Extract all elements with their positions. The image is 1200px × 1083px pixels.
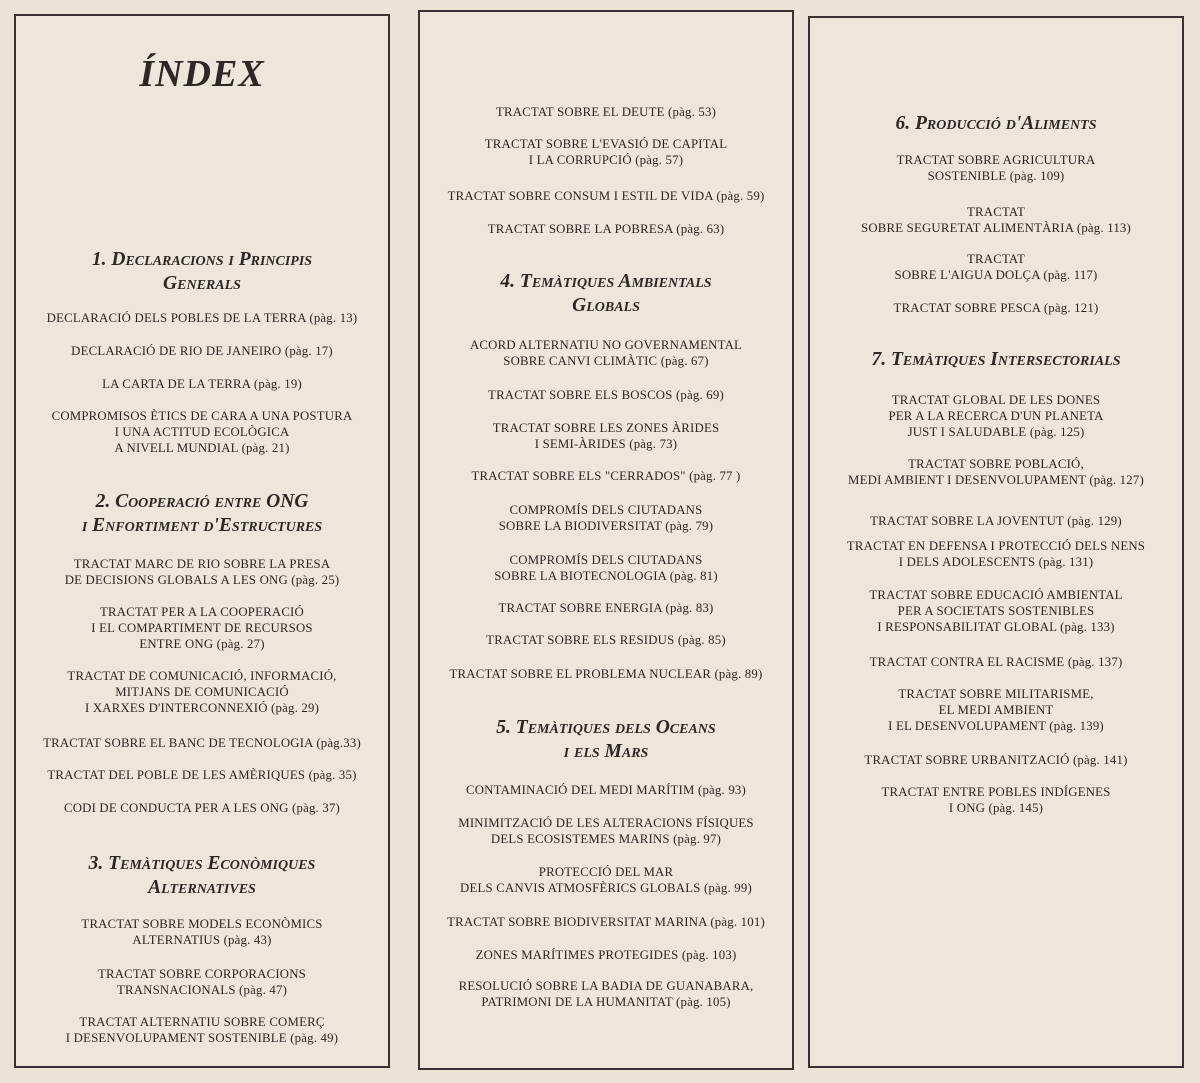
- toc-entry: RESOLUCIÓ SOBRE LA BADIA DE GUANABARA, PATRIMONI DE LA HUMANITAT (pàg. 105): [458, 979, 754, 1009]
- section-heading: 4. Temàtiques Ambientals Globals: [500, 271, 712, 316]
- toc-entry: TRACTAT SOBRE BIODIVERSITAT MARINA (pàg. 101): [447, 915, 765, 929]
- toc-entry: LA CARTA DE LA TERRA (pàg. 19): [102, 377, 302, 391]
- toc-entry: MINIMITZACIÓ DE LES ALTERACIONS FÍSIQUES DELS ECOSISTEMES MARINS (pàg. 97): [458, 816, 754, 846]
- toc-entry: TRACTAT SOBRE CONSUM I ESTIL DE VIDA (pàg. 59): [447, 189, 765, 203]
- section-heading: 6. Producció d'Aliments: [895, 113, 1097, 134]
- toc-entry: TRACTAT EN DEFENSA I PROTECCIÓ DELS NENS I DELS ADOLESCENTS (pàg. 131): [846, 539, 1146, 569]
- toc-entry: TRACTAT SOBRE ELS "CERRADOS" (pàg. 77 ): [471, 469, 741, 483]
- toc-entry: TRACTAT SOBRE ELS BOSCOS (pàg. 69): [488, 388, 724, 402]
- index-column-1: [14, 14, 390, 1068]
- toc-entry: CONTAMINACIÓ DEL MEDI MARÍTIM (pàg. 93): [466, 783, 746, 797]
- toc-entry: TRACTAT SOBRE LES ZONES ÀRIDES I SEMI-ÀRIDES (pàg. 73): [492, 421, 720, 451]
- toc-entry: COMPROMÍS DELS CIUTADANS SOBRE LA BIODIVERSITAT (pàg. 79): [498, 503, 714, 533]
- toc-entry: TRACTAT SOBRE AGRICULTURA SOSTENIBLE (pàg. 109): [896, 153, 1096, 183]
- toc-entry: TRACTAT SOBRE URBANITZACIÓ (pàg. 141): [864, 753, 1128, 767]
- section-heading: 2. Cooperació entre ONG i Enfortiment d'Estructures: [81, 491, 323, 536]
- toc-entry: TRACTAT SOBRE MILITARISME, EL MEDI AMBIENT I EL DESENVOLUPAMENT (pàg. 139): [888, 687, 1104, 733]
- toc-entry: TRACTAT DE COMUNICACIÓ, INFORMACIÓ, MITJANS DE COMUNICACIÓ I XARXES D'INTERCONNEXIÓ (pàg. 29): [67, 669, 337, 715]
- toc-entry: TRACTAT SOBRE EL BANC DE TECNOLOGIA (pàg.33): [43, 736, 361, 750]
- toc-entry: CODI DE CONDUCTA PER A LES ONG (pàg. 37): [63, 801, 341, 815]
- toc-entry: TRACTAT DEL POBLE DE LES AMÈRIQUES (pàg. 35): [47, 768, 357, 782]
- toc-entry: TRACTAT SOBRE EL PROBLEMA NUCLEAR (pàg. 89): [449, 667, 763, 681]
- toc-entry: TRACTAT SOBRE EDUCACIÓ AMBIENTAL PER A SOCIETATS SOSTENIBLES I RESPONSABILITAT GLOBAL (pàg. 133): [869, 588, 1123, 634]
- toc-entry: TRACTAT SOBRE CORPORACIONS TRANSNACIONALS (pàg. 47): [97, 967, 307, 997]
- toc-entry: TRACTAT SOBRE SEGURETAT ALIMENTÀRIA (pàg. 113): [861, 205, 1131, 235]
- toc-entry: TRACTAT SOBRE LA POBRESA (pàg. 63): [487, 222, 725, 236]
- section-heading: 1. Declaracions i Principis Generals: [91, 249, 313, 294]
- toc-entry: TRACTAT SOBRE L'AIGUA DOLÇA (pàg. 117): [894, 252, 1098, 282]
- page-title: ÍNDEX: [139, 53, 265, 95]
- toc-entry: ACORD ALTERNATIU NO GOVERNAMENTAL SOBRE CANVI CLIMÀTIC (pàg. 67): [469, 338, 743, 368]
- toc-entry: TRACTAT SOBRE PESCA (pàg. 121): [893, 301, 1099, 315]
- toc-entry: TRACTAT PER A LA COOPERACIÓ I EL COMPARTIMENT DE RECURSOS ENTRE ONG (pàg. 27): [91, 605, 313, 651]
- section-heading: 5. Temàtiques dels Oceans i els Mars: [496, 717, 716, 762]
- index-column-2: [418, 10, 794, 1070]
- toc-entry: TRACTAT MARC DE RIO SOBRE LA PRESA DE DECISIONS GLOBALS A LES ONG (pàg. 25): [64, 557, 340, 587]
- toc-entry: COMPROMISOS ÈTICS DE CARA A UNA POSTURA I UNA ACTITUD ECOLÒGICA A NIVELL MUNDIAL (pàg. 21): [51, 409, 353, 455]
- section-heading: 7. Temàtiques Intersectorials: [871, 349, 1121, 370]
- toc-entry: COMPROMÍS DELS CIUTADANS SOBRE LA BIOTECNOLOGIA (pàg. 81): [494, 553, 718, 583]
- toc-entry: TRACTAT ALTERNATIU SOBRE COMERÇ I DESENVOLUPAMENT SOSTENIBLE (pàg. 49): [65, 1015, 339, 1045]
- toc-entry: TRACTAT CONTRA EL RACISME (pàg. 137): [869, 655, 1123, 669]
- toc-entry: TRACTAT SOBRE ELS RESIDUS (pàg. 85): [486, 633, 726, 647]
- toc-entry: TRACTAT SOBRE MODELS ECONÒMICS ALTERNATIUS (pàg. 43): [81, 917, 323, 947]
- toc-entry: DECLARACIÓ DE RIO DE JANEIRO (pàg. 17): [71, 344, 333, 358]
- toc-entry: PROTECCIÓ DEL MAR DELS CANVIS ATMOSFÈRICS GLOBALS (pàg. 99): [460, 865, 752, 895]
- toc-entry: DECLARACIÓ DELS POBLES DE LA TERRA (pàg. 13): [46, 311, 358, 325]
- toc-entry: TRACTAT SOBRE L'EVASIÓ DE CAPITAL I LA CORRUPCIÓ (pàg. 57): [484, 137, 728, 167]
- toc-entry: TRACTAT SOBRE LA JOVENTUT (pàg. 129): [870, 514, 1122, 528]
- section-heading: 3. Temàtiques Econòmiques Alternatives: [88, 853, 316, 898]
- toc-entry: TRACTAT ENTRE POBLES INDÍGENES I ONG (pàg. 145): [881, 785, 1111, 815]
- toc-entry: TRACTAT SOBRE ENERGIA (pàg. 83): [498, 601, 714, 615]
- toc-entry: ZONES MARÍTIMES PROTEGIDES (pàg. 103): [475, 948, 737, 962]
- toc-entry: TRACTAT GLOBAL DE LES DONES PER A LA RECERCA D'UN PLANETA JUST I SALUDABLE (pàg. 125): [888, 393, 1104, 439]
- toc-entry: TRACTAT SOBRE EL DEUTE (pàg. 53): [495, 105, 717, 119]
- index-column-3: [808, 16, 1184, 1068]
- toc-entry: TRACTAT SOBRE POBLACIÓ, MEDI AMBIENT I DESENVOLUPAMENT (pàg. 127): [848, 457, 1144, 487]
